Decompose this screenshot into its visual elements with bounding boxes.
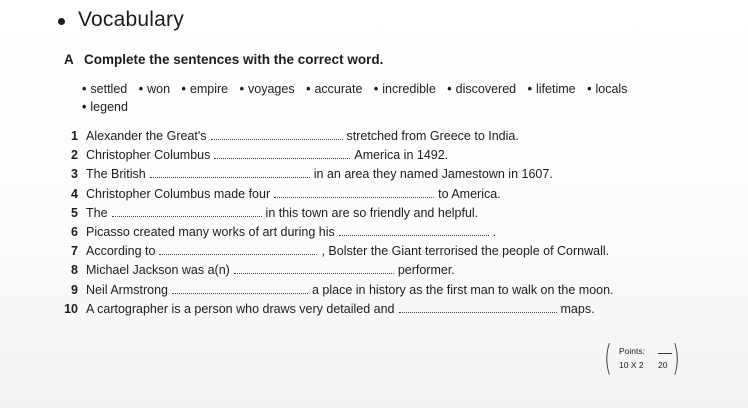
word-bank-item: • discovered [447, 80, 516, 98]
right-paren-icon: ) [672, 338, 680, 379]
points-label: Points: [619, 346, 645, 356]
word-bank-item: • voyages [240, 80, 295, 98]
exercise-instruction: Complete the sentences with the correct word. [84, 52, 384, 67]
bullet-icon [58, 18, 65, 25]
sentence-number: 9 [71, 282, 78, 297]
sentence-text-before: The British [86, 167, 146, 182]
sentence-text-after: performer. [397, 263, 455, 278]
sentence-text-before: Michael Jackson was a(n) [86, 263, 230, 278]
answer-blank[interactable] [399, 302, 557, 313]
sentence-text-before: According to [86, 244, 156, 259]
sentence-text-after: maps. [560, 301, 595, 316]
sentence-text-before: Christopher Columbus made four [86, 186, 271, 201]
sentence-text-after: in this town are so friendly and helpful. [265, 205, 479, 220]
answer-blank[interactable] [214, 148, 350, 159]
answer-blank[interactable] [211, 129, 343, 140]
sentence-row [58, 148, 698, 167]
sentence-list [58, 129, 698, 321]
sentence-number: 3 [71, 167, 78, 182]
sentence-number: 8 [71, 263, 78, 278]
word-bank-item: • settled [82, 80, 127, 98]
answer-blank[interactable] [150, 167, 310, 178]
points-total: 20 [658, 360, 668, 370]
sentence-text-after: , Bolster the Giant terrorised the people of Cornwall. [321, 244, 610, 259]
word-bank-item: • legend [82, 98, 128, 116]
sentence-row [58, 206, 698, 225]
sentence-text-after: a place in history as the first man to walk on the moon. [311, 282, 614, 297]
word-bank-item: • accurate [306, 80, 362, 98]
sentence-row [58, 167, 698, 186]
score-line[interactable] [658, 353, 672, 354]
points-box [603, 340, 683, 382]
sentence-text-before: Neil Armstrong [86, 282, 168, 297]
sentence-text-before: Alexander the Great's [86, 129, 207, 143]
sentence-text-after: to America. [438, 186, 501, 201]
exercise-heading [64, 52, 383, 67]
sentence-number: 10 [64, 301, 78, 316]
sentence-row [58, 283, 698, 302]
section-header [58, 8, 184, 32]
word-bank-item: • won [139, 80, 170, 98]
sentence-text-after: . [492, 224, 497, 239]
sentence-text-before: A cartographer is a person who draws very detailed and [86, 301, 395, 316]
word-bank-item: • incredible [374, 80, 436, 98]
sentence-row [58, 187, 698, 206]
answer-blank[interactable] [274, 187, 434, 198]
sentence-number: 4 [71, 186, 78, 201]
sentence-text-before: Christopher Columbus [86, 148, 211, 163]
sentence-text-after: America in 1492. [354, 148, 449, 163]
sentence-number: 5 [71, 205, 78, 220]
sentence-number: 2 [71, 148, 78, 163]
word-bank-item: • lifetime [528, 80, 576, 98]
word-bank-item: • empire [182, 80, 229, 98]
sentence-row [58, 225, 698, 244]
page-title: Vocabulary [78, 8, 184, 31]
sentence-text-after: in an area they named Jamestown in 1607. [313, 167, 553, 182]
word-bank [82, 80, 692, 116]
sentence-number: 7 [71, 244, 78, 259]
sentence-row [58, 129, 698, 148]
answer-blank[interactable] [112, 206, 262, 217]
answer-blank[interactable] [339, 225, 489, 236]
sentence-row [58, 302, 698, 321]
sentence-text-after: stretched from Greece to India. [346, 129, 519, 143]
sentence-number: 6 [71, 224, 78, 239]
sentence-text-before: The [86, 205, 108, 220]
points-multiplier: 10 X 2 [619, 360, 644, 370]
sentence-row [58, 263, 698, 282]
sentence-number: 1 [71, 129, 78, 143]
sentence-text-before: Picasso created many works of art during his [86, 224, 335, 239]
sentence-row [58, 244, 698, 263]
left-paren-icon: ( [604, 338, 612, 379]
answer-blank[interactable] [172, 283, 308, 294]
exercise-letter: A [64, 52, 74, 67]
answer-blank[interactable] [159, 244, 317, 255]
answer-blank[interactable] [234, 263, 394, 274]
word-bank-item: • locals [587, 80, 627, 98]
